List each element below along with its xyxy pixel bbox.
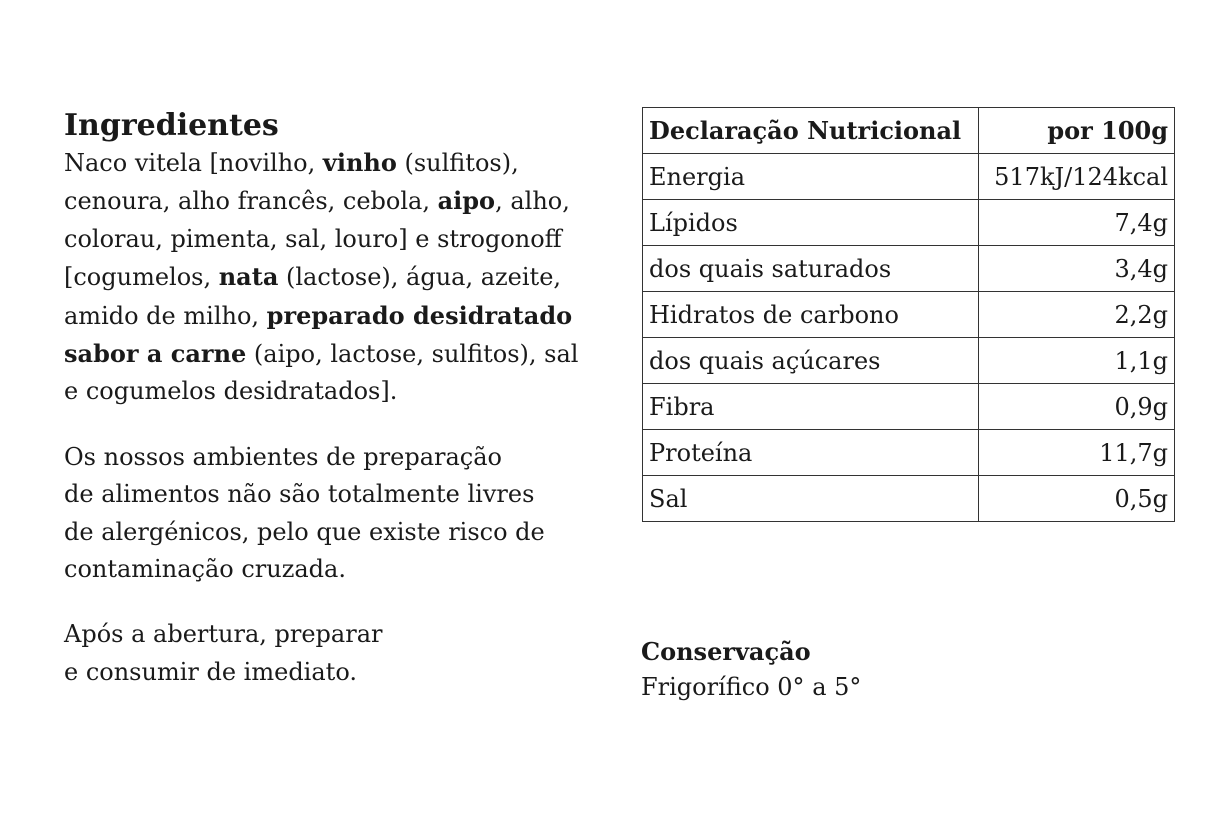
- allergen-highlight: aipo: [437, 186, 496, 216]
- ingredients-line: [64, 297, 624, 335]
- ingredient-text-run: Naco vitela [novilho,: [64, 149, 323, 177]
- nutrition-row-energy: [643, 154, 1175, 200]
- ingredient-text-run: [cogumelos,: [64, 263, 219, 292]
- left-column: [64, 108, 624, 691]
- nutrient-value: 2,2g: [979, 292, 1175, 338]
- ingredient-text-run: (lactose), água, azeite,: [278, 263, 562, 292]
- allergen-line: contaminação cruzada.: [64, 555, 346, 584]
- nutrition-header-row: [643, 108, 1175, 154]
- nutrient-label: Hidratos de carbono: [643, 292, 979, 338]
- ingredients-title: Ingredientes: [64, 108, 279, 143]
- nutrient-value: 3,4g: [979, 246, 1175, 292]
- ingredient-text-run: (sulfitos),: [396, 149, 519, 177]
- allergen-highlight: vinho: [322, 148, 397, 177]
- nutrient-label: Lípidos: [643, 200, 979, 246]
- ingredients-line: [64, 373, 624, 410]
- opening-notice: [64, 616, 624, 691]
- ingredients-line: [64, 258, 624, 296]
- nutrition-row-fibre: [643, 384, 1175, 430]
- nutrition-header-label: Declaração Nutricional: [643, 108, 979, 154]
- ingredient-text-run: cenoura, alho francês, cebola,: [64, 187, 438, 216]
- opening-line: Após a abertura, preparar: [64, 620, 383, 649]
- ingredient-text-run: , alho,: [495, 187, 570, 216]
- allergen-highlight: sabor a carne: [64, 339, 247, 369]
- ingredients-text: [64, 144, 624, 411]
- ingredient-text-run: (aipo, lactose, sulfitos), sal: [246, 340, 579, 369]
- nutrient-value: 11,7g: [979, 430, 1175, 476]
- nutrient-label: Proteína: [643, 430, 979, 476]
- nutrition-row-fat: [643, 200, 1175, 246]
- nutrient-label: dos quais açúcares: [643, 338, 979, 384]
- nutrient-label: Fibra: [643, 384, 979, 430]
- nutrition-row-carbohydrate: [643, 292, 1175, 338]
- nutrition-table: [642, 107, 1175, 522]
- nutrition-row-protein: [643, 430, 1175, 476]
- nutrient-label: Sal: [643, 476, 979, 522]
- allergen-line: Os nossos ambientes de preparação: [64, 442, 502, 471]
- nutrient-value: 1,1g: [979, 338, 1175, 384]
- nutrient-label: dos quais saturados: [643, 246, 979, 292]
- nutrient-value: 517kJ/124kcal: [979, 154, 1175, 200]
- allergen-line: de alergénicos, pelo que existe risco de: [64, 517, 545, 546]
- allergen-notice: [64, 439, 624, 589]
- ingredients-line: [64, 182, 624, 220]
- storage-title: Conservação: [641, 637, 811, 666]
- nutrient-label: Energia: [643, 154, 979, 200]
- ingredients-line: [64, 335, 624, 373]
- storage-text: Frigorífico 0° a 5°: [641, 673, 862, 701]
- nutrition-row-sugars: [643, 338, 1175, 384]
- nutrition-header-value: por 100g: [979, 108, 1175, 154]
- nutrient-value: 7,4g: [979, 200, 1175, 246]
- allergen-highlight: preparado desidratado: [266, 300, 573, 330]
- storage-section: [641, 635, 861, 705]
- opening-line: e consumir de imediato.: [64, 657, 357, 686]
- allergen-highlight: nata: [218, 262, 279, 292]
- nutrient-value: 0,5g: [979, 476, 1175, 522]
- ingredients-line: [64, 144, 624, 182]
- ingredient-text-run: e cogumelos desidratados].: [64, 377, 398, 406]
- allergen-line: de alimentos não são totalmente livres: [64, 480, 535, 509]
- ingredient-text-run: colorau, pimenta, sal, louro] e strogonoff: [64, 224, 562, 253]
- nutrition-row-salt: [643, 476, 1175, 522]
- ingredient-text-run: amido de milho,: [64, 301, 267, 330]
- ingredients-line: [64, 221, 624, 258]
- nutrient-value: 0,9g: [979, 384, 1175, 430]
- nutrition-row-saturates: [643, 246, 1175, 292]
